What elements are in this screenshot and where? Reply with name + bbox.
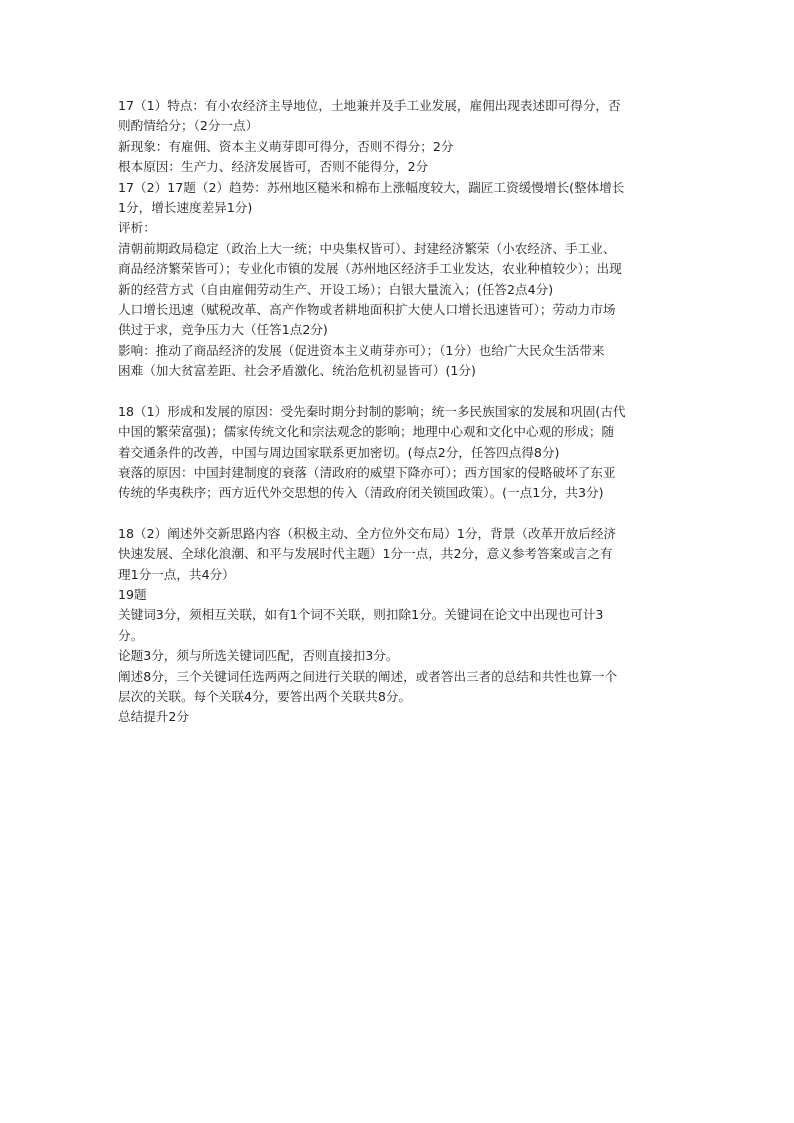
text-line: 17（2）17题（2）趋势：苏州地区糙米和棉布上涨幅度较大，踹匠工资缓慢增长(整体增长	[118, 179, 625, 195]
answer-key-document	[118, 96, 678, 728]
text-line: 衰落的原因：中国封建制度的衰落（清政府的威望下降亦可）；西方国家的侵略破坏了东亚	[118, 464, 616, 480]
text-line: 1分，增长速度差异1分)	[118, 200, 253, 216]
text-line: 层次的关联。每个关联4分，要答出两个关联共8分。	[118, 688, 412, 704]
text-line: 传统的华夷秩序；西方近代外交思想的传入（清政府闭关锁国政策）。(一点1分，共3分)	[118, 485, 604, 501]
text-line: 新的经营方式（自由雇佣劳动生产、开设工场）；白银大量流入；(任答2点4分)	[118, 281, 554, 297]
text-line: 商品经济繁荣皆可）；专业化市镇的发展（苏州地区经济手工业发达，农业种植较少）；出现	[118, 261, 622, 277]
text-line: 则酌情给分；（2分一点）	[118, 118, 259, 134]
text-line: 18（2）阐述外交新思路内容（积极主动、全方位外交布局）1分，背景（改革开放后经济	[118, 525, 617, 541]
text-line: 总结提升2分	[118, 709, 189, 725]
text-line: 阐述8分，三个关键词任选两两之间进行关联的阐述，或者答出三者的总结和共性也算一个	[118, 668, 618, 684]
text-line: 中国的繁荣富强)；儒家传统文化和宗法观念的影响；地理中心观和文化中心观的形成；随	[118, 424, 615, 440]
text-line: 快速发展、全球化浪潮、和平与发展时代主题）1分一点，共2分，意义参考答案或言之有	[118, 546, 613, 562]
text-line: 19题	[118, 586, 147, 602]
paragraph-gap	[118, 504, 678, 524]
paragraph-gap	[118, 382, 678, 402]
text-line: 理1分一点，共4分）	[118, 566, 235, 582]
text-line: 清朝前期政局稳定（政治上大一统；中央集权皆可）、封建经济繁荣（小农经济、手工业、	[118, 240, 616, 256]
text-line: 人口增长迅速（赋税改革、高产作物或者耕地面积扩大使人口增长迅速皆可）；劳动力市场	[118, 302, 616, 318]
text-line: 困难（加大贫富差距、社会矛盾激化、统治危机初显皆可）(1分)	[118, 363, 476, 379]
text-line: 评析：	[118, 220, 156, 236]
section-18-part1	[118, 402, 678, 504]
text-line: 关键词3分，须相互关联，如有1个词不关联，则扣除1分。关键词在论文中出现也可计3	[118, 607, 604, 623]
section-18-part2-and-19	[118, 524, 678, 728]
text-line: 影响：推动了商品经济的发展（促进资本主义萌芽亦可）；（1分）也给广大民众生活带来	[118, 342, 605, 358]
text-line: 着交通条件的改善，中国与周边国家联系更加密切。(每点2分，任答四点得8分)	[118, 444, 560, 460]
text-line: 18（1）形成和发展的原因：受先秦时期分封制的影响；统一多民族国家的发展和巩固(古代	[118, 403, 626, 419]
section-17	[118, 96, 678, 382]
text-line: 新现象：有雇佣、资本主义萌芽即可得分，否则不得分；2分	[118, 138, 454, 154]
text-line: 供过于求，竞争压力大（任答1点2分)	[118, 322, 328, 338]
text-line: 分。	[118, 627, 144, 643]
text-line: 根本原因：生产力、经济发展皆可，否则不能得分，2分	[118, 159, 429, 175]
text-line: 论题3分，须与所选关键词匹配，否则直接扣3分。	[118, 648, 399, 664]
text-line: 17（1）特点：有小农经济主导地位，土地兼并及手工业发展，雇佣出现表述即可得分，否	[118, 98, 621, 113]
